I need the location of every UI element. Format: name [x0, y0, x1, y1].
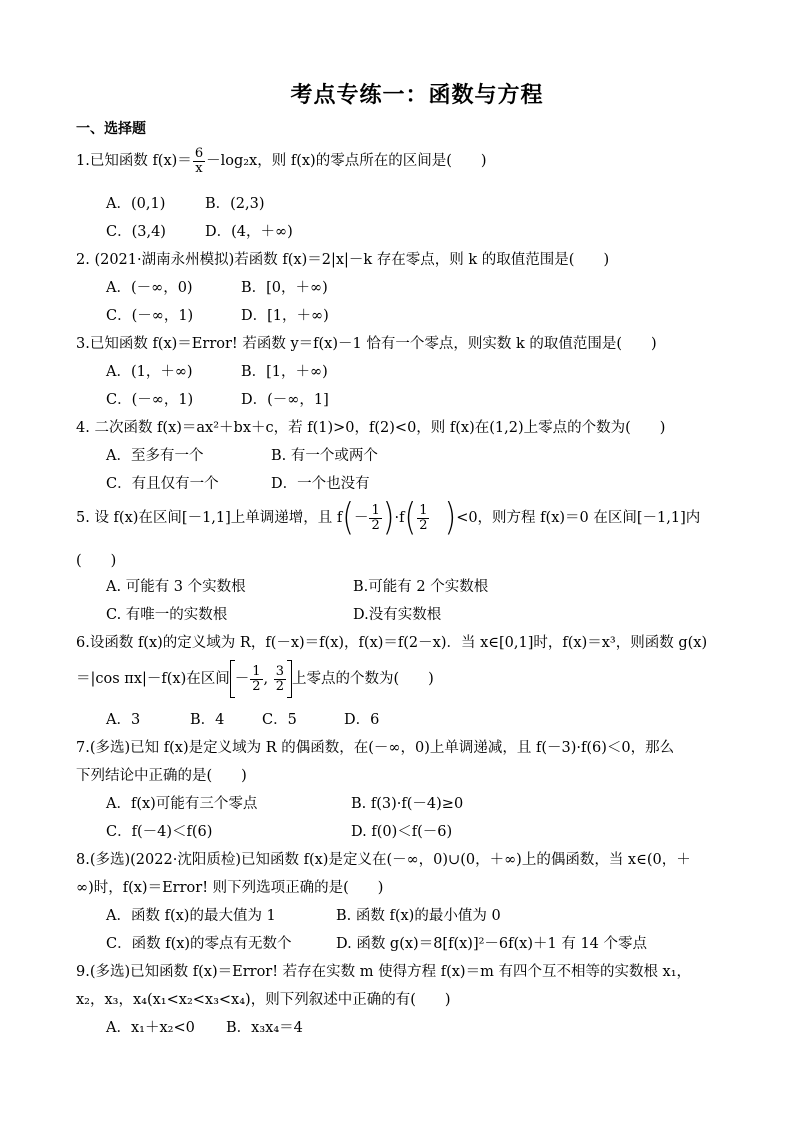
q7-option-d: D. f(0)＜f(－6) — [351, 824, 453, 840]
q3-option-d: D．(－∞，1] — [241, 392, 329, 408]
q6-option-a: A．3 — [106, 712, 141, 728]
question-6-line-2 — [76, 660, 434, 698]
q1-option-d: D．(4，＋∞) — [205, 224, 293, 240]
q6-fraction-2 — [274, 665, 286, 693]
q3-option-c: C．(－∞，1) — [106, 392, 194, 408]
question-4: 4. 二次函数 f(x)＝ax²＋bx＋c，若 f(1)>0，f(2)<0，则 f(x)在(1,2)上零点的个数为( ) — [76, 420, 666, 436]
question-9-line-2: x₂，x₃，x₄(x₁<x₂<x₃<x₄)，则下列叙述中正确的有( ) — [76, 992, 451, 1008]
question-7-line-2: 下列结论中正确的是( ) — [76, 768, 247, 784]
q7-option-a: A．f(x)可能有三个零点 — [106, 796, 258, 812]
q1-option-a: A．(0,1) — [106, 196, 166, 212]
q6-frac2-denominator: 2 — [275, 678, 285, 694]
q5-frac1-numerator: 1 — [371, 502, 380, 518]
q1-denominator: x — [195, 160, 203, 176]
q5-left-paren: ( — [342, 495, 354, 540]
question-9-line-1: 9.(多选)已知函数 f(x)＝Error! 若存在实数 m 使得方程 f(x)＝m 有四个互不相等的实数根 x₁， — [76, 964, 692, 980]
q8-option-b: B. 函数 f(x)的最小值为 0 — [336, 908, 501, 924]
q5-frac2-denominator: 2 — [419, 517, 428, 533]
q6-comma: , — [263, 671, 269, 687]
question-1 — [76, 147, 487, 175]
q5-stem-post: <0，则方程 f(x)＝0 在区间[－1,1]内 — [456, 510, 701, 526]
q2-option-a: A．(－∞，0) — [106, 280, 193, 296]
q1-option-c: C．(3,4) — [106, 224, 166, 240]
q8-option-c: C．函数 f(x)的零点有无数个 — [106, 936, 292, 952]
q4-option-b: B. 有一个或两个 — [271, 448, 378, 464]
q5-mid: ·f — [394, 510, 405, 526]
q8-option-a: A．函数 f(x)的最大值为 1 — [106, 908, 276, 924]
q5-answer-blank: ( ) — [76, 553, 117, 569]
q9-option-b: B．x₃x₄＝4 — [226, 1020, 303, 1036]
question-8-line-1: 8.(多选)(2022·沈阳质检)已知函数 f(x)是定义在(－∞，0)∪(0，＋∞)上的偶函数，当 x∈(0，＋ — [76, 852, 691, 868]
q5-stem-pre: 5. 设 f(x)在区间[－1,1]上单调递增，且 f — [76, 510, 343, 526]
q1-fraction — [193, 147, 205, 175]
q5-option-a: A. 可能有 3 个实数根 — [106, 579, 246, 595]
q5-right-paren: ) — [382, 495, 395, 540]
q5-right-paren-2: ) — [444, 495, 457, 540]
q6-option-b: B．4 — [190, 712, 225, 728]
q1-option-b: B．(2,3) — [205, 196, 265, 212]
q6-stem-post: 上零点的个数为( ) — [292, 671, 434, 687]
q6-stem-pre: ＝|cos πx|－f(x)在区间 — [76, 671, 230, 687]
q1-stem-post: －log₂x，则 f(x)的零点所在的区间是( ) — [206, 153, 487, 170]
q5-frac1-denominator: 2 — [371, 517, 380, 533]
q6-frac1-denominator: 2 — [252, 678, 261, 694]
question-8-line-2: ∞)时，f(x)＝Error! 则下列选项正确的是( ) — [76, 880, 384, 896]
q8-option-d: D. 函数 g(x)＝8[f(x)]²－6f(x)＋1 有 14 个零点 — [336, 936, 648, 952]
q2-option-d: D．[1，＋∞) — [241, 308, 329, 324]
q7-option-c: C．f(－4)＜f(6) — [106, 824, 213, 840]
question-2: 2. (2021·湖南永州模拟)若函数 f(x)＝2|x|－k 存在零点，则 k 的取值范围是( ) — [76, 252, 610, 268]
q6-option-c: C．5 — [262, 712, 297, 728]
q5-left-paren-2: ( — [404, 495, 417, 540]
q4-option-a: A．至多有一个 — [106, 448, 204, 464]
question-6-line-1: 6.设函数 f(x)的定义域为 R，f(－x)＝f(x)，f(x)＝f(2－x)．当 x∈[0,1]时，f(x)＝x³，则函数 g(x) — [76, 635, 708, 651]
q3-option-b: B．[1，＋∞) — [241, 364, 328, 380]
page-title: 考点专练一：函数与方程 — [290, 83, 544, 108]
q6-frac1-numerator: 1 — [252, 663, 261, 679]
q1-stem-pre: 1.已知函数 f(x)＝ — [76, 153, 192, 170]
q5-minus: － — [353, 510, 369, 526]
q6-minus: － — [234, 671, 250, 687]
question-5 — [76, 495, 701, 540]
q5-fraction-2 — [417, 504, 429, 532]
q2-option-c: C．(－∞，1) — [106, 308, 194, 324]
section-heading: 一、选择题 — [76, 121, 146, 137]
q4-option-d: D．一个也没有 — [271, 476, 370, 492]
question-3: 3.已知函数 f(x)＝Error! 若函数 y＝f(x)－1 恰有一个零点，则实数 k 的取值范围是( ) — [76, 336, 657, 352]
q5-option-b: B.可能有 2 个实数根 — [353, 579, 489, 595]
q1-numerator: 6 — [194, 146, 204, 161]
q7-option-b: B. f(3)·f(－4)≥0 — [351, 796, 464, 812]
q5-frac2-numerator: 1 — [419, 502, 428, 518]
q6-frac2-numerator: 3 — [275, 663, 285, 679]
q6-fraction-1 — [250, 665, 262, 693]
q3-option-a: A．(1，＋∞) — [106, 364, 193, 380]
q2-option-b: B．[0，＋∞) — [241, 280, 328, 296]
q5-fraction-1 — [369, 504, 381, 532]
q9-option-a: A．x₁＋x₂<0 — [106, 1020, 195, 1036]
q4-option-c: C．有且仅有一个 — [106, 476, 219, 492]
question-7-line-1: 7.(多选)已知 f(x)是定义域为 R 的偶函数，在(－∞，0)上单调递减，且 f(－3)·f(6)＜0，那么 — [76, 740, 675, 756]
q5-option-c: C. 有唯一的实数根 — [106, 607, 228, 623]
q5-option-d: D.没有实数根 — [353, 607, 442, 623]
q6-option-d: D．6 — [344, 712, 380, 728]
